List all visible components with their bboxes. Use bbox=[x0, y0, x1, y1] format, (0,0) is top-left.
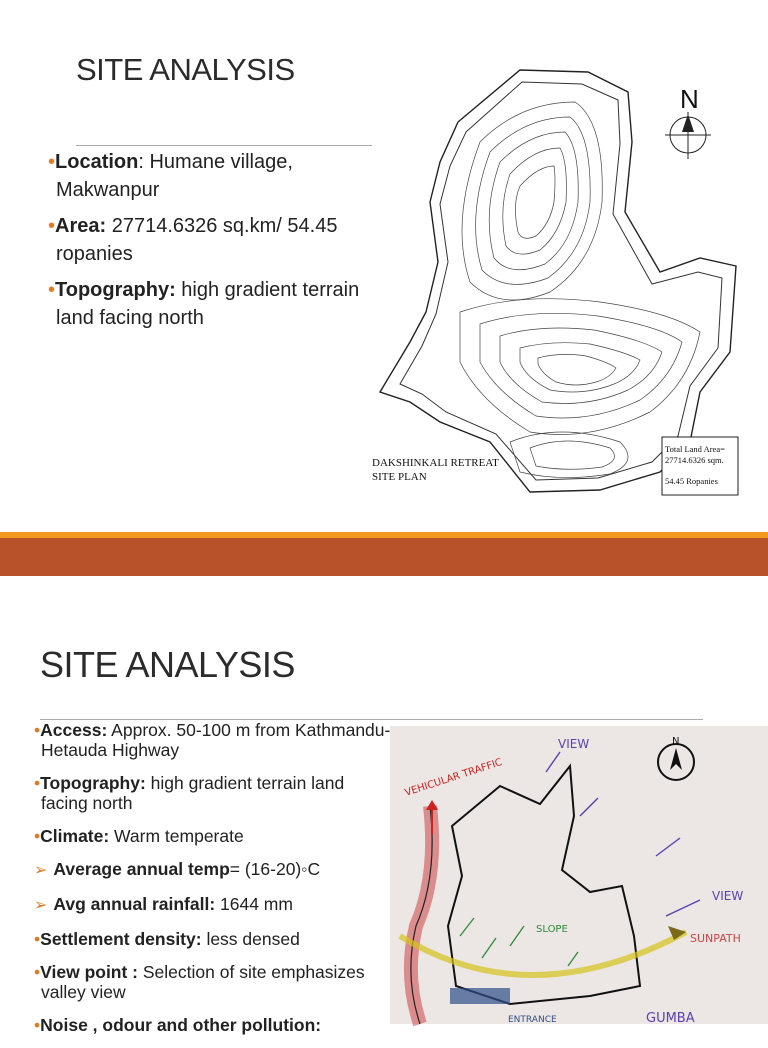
bullet-text: 1644 mm bbox=[215, 894, 293, 914]
bullet-topography bbox=[48, 276, 368, 332]
bullet-location bbox=[48, 148, 368, 204]
bullet-label: Access: bbox=[40, 720, 108, 740]
bullet-dot: • bbox=[48, 279, 56, 301]
traffic-label: VEHICULAR TRAFFIC bbox=[403, 756, 504, 799]
bullet-pollution bbox=[34, 1015, 394, 1035]
legend-total-area-label: Total Land Area= bbox=[665, 444, 725, 454]
arrow-bullet-icon: ➢ bbox=[34, 897, 48, 914]
legend-total-area-value: 27714.6326 sqm. bbox=[665, 455, 724, 465]
bullet-dot: • bbox=[34, 962, 41, 982]
title-divider bbox=[76, 145, 372, 146]
slide-divider-rust bbox=[0, 538, 768, 576]
site-boundary bbox=[380, 70, 736, 492]
plan-caption-subtitle: SITE PLAN bbox=[372, 471, 427, 483]
bullet-text: : Humane village, Makwanpur bbox=[56, 151, 293, 201]
bullet-dot: • bbox=[34, 1015, 41, 1035]
entrance-strip bbox=[450, 988, 510, 1004]
view-label-right: VIEW bbox=[712, 889, 744, 903]
bullet-label: Avg annual rainfall: bbox=[53, 894, 216, 914]
bullet-climate bbox=[34, 826, 394, 846]
bullet-label: View point : bbox=[40, 962, 139, 982]
bullet-annual-rainfall bbox=[34, 894, 394, 916]
slope-label: SLOPE bbox=[536, 924, 568, 935]
bullet-dot: • bbox=[48, 151, 56, 173]
bullet-area bbox=[48, 212, 368, 268]
north-label: N bbox=[672, 736, 680, 747]
bullet-dot: • bbox=[34, 929, 41, 949]
bullet-text: Selection of site emphasizes valley view bbox=[41, 962, 365, 1002]
entrance-label: ENTRANCE bbox=[508, 1015, 557, 1025]
legend-ropanies-value: 54.45 Ropanies bbox=[665, 476, 718, 486]
bullet-text: high gradient terrain land facing north bbox=[56, 279, 360, 329]
slide-2-title: SITE ANALYSIS bbox=[40, 644, 295, 685]
bullet-label: Settlement density: bbox=[40, 929, 202, 949]
bullet-settlement-density bbox=[34, 929, 394, 949]
bullet-text: Warm temperate bbox=[109, 826, 244, 846]
arrow-bullet-icon: ➢ bbox=[34, 862, 48, 879]
north-label: N bbox=[680, 84, 699, 114]
plan-caption-title: DAKSHINKALI RETREAT bbox=[372, 457, 499, 469]
contour-lines bbox=[460, 102, 700, 478]
slide-1-bullet-list bbox=[48, 148, 368, 340]
slide-2 bbox=[0, 576, 768, 1035]
bullet-label: Location bbox=[55, 151, 139, 173]
bullet-annual-temp bbox=[34, 859, 394, 881]
bullet-text: high gradient terrain land facing north bbox=[41, 773, 345, 813]
bullet-access bbox=[34, 720, 394, 760]
site-sketch-drawing bbox=[390, 726, 768, 1024]
north-arrow-icon bbox=[665, 112, 711, 159]
slide-2-bullet-list bbox=[34, 720, 394, 1048]
bullet-dot: • bbox=[34, 773, 41, 793]
bullet-label: Topography: bbox=[55, 279, 176, 301]
bullet-label: Noise , odour and other pollution: bbox=[40, 1015, 322, 1035]
bullet-topography bbox=[34, 773, 394, 813]
sunpath-label: SUNPATH bbox=[690, 932, 741, 945]
slide-1-title: SITE ANALYSIS bbox=[76, 52, 295, 87]
bullet-text: less densed bbox=[201, 929, 300, 949]
bullet-dot: • bbox=[34, 826, 41, 846]
bullet-label: Topography: bbox=[40, 773, 146, 793]
bullet-label: Climate: bbox=[40, 826, 110, 846]
bullet-text: Approx. 50-100 m from Kathmandu- Hetauda Highway bbox=[41, 720, 391, 760]
bullet-text: = (16-20)◦C bbox=[229, 859, 321, 879]
bullet-label: Area: bbox=[55, 215, 107, 237]
bullet-view-point bbox=[34, 962, 394, 1002]
gumba-label: GUMBA bbox=[646, 1011, 695, 1026]
bullet-dot: • bbox=[34, 720, 41, 740]
view-label-top: VIEW bbox=[558, 737, 590, 751]
site-plan-drawing bbox=[370, 62, 740, 502]
bullet-dot: • bbox=[48, 215, 56, 237]
bullet-text: 27714.6326 sq.km/ 54.45 ropanies bbox=[56, 215, 338, 265]
bullet-label: Average annual temp bbox=[53, 859, 230, 879]
